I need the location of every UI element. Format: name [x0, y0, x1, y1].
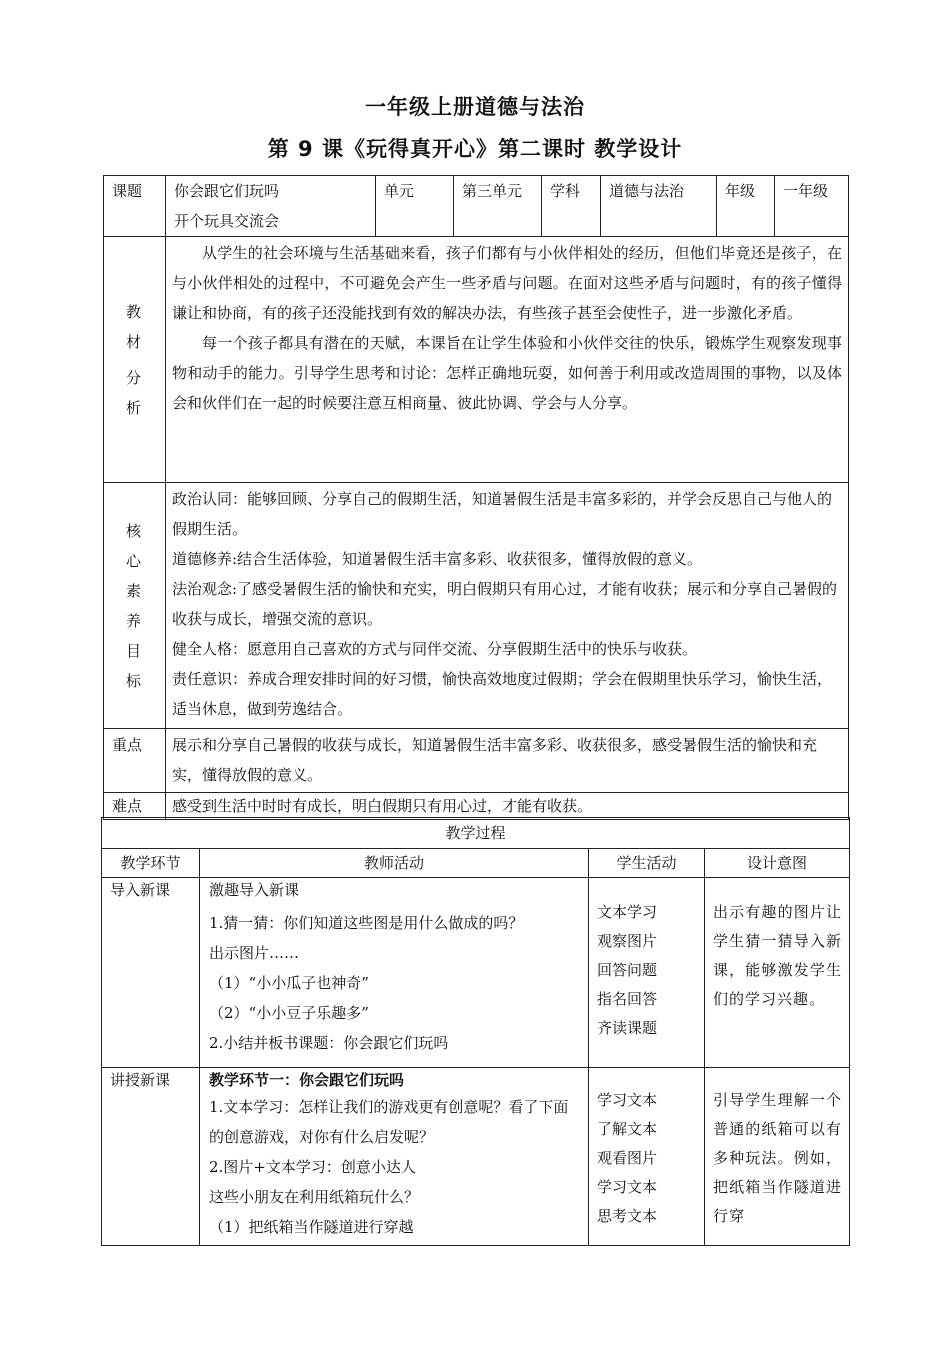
teacher-activity-intro — [200, 878, 589, 1068]
core-item: 责任意识：养成合理安排时间的好习惯，愉快高效地度过假期；学会在假期里快乐学习，愉快生活，适当休息，做到劳逸结合。 — [172, 670, 833, 718]
teacher-line: 出示图片…… — [209, 944, 300, 962]
key-point-content — [166, 729, 849, 793]
analysis-label — [104, 237, 166, 483]
topic-value-line2: 开个玩具交流会 — [174, 212, 280, 230]
core-item: 政治认同：能够回顾、分享自己的假期生活，知道暑假生活是丰富多彩的，并学会反思自己与他人的假期生活。 — [172, 490, 833, 538]
key-point-text: 展示和分享自己暑假的收获与成长，知道暑假生活丰富多彩、收获很多，感受暑假生活的愉快和充实，懂得放假的意义。 — [172, 736, 818, 784]
core-label-line3: 目 标 — [125, 641, 153, 690]
teacher-line: 激趣导入新课 — [209, 881, 300, 899]
student-line: 回答问题 — [597, 961, 658, 979]
student-line: 了解文本 — [597, 1120, 658, 1138]
student-line: 学习文本 — [597, 1091, 658, 1109]
core-label-line2: 素 养 — [125, 581, 153, 630]
core-content — [166, 483, 849, 729]
analysis-paragraph-1: 从学生的社会环境与生活基础来看，孩子们都有与小伙伴相处的经历，但他们毕竟还是孩子，在与小伙伴相处的过程中，不可避免会产生一些矛盾与问题。在面对这些矛盾与问题时，有的孩子懂得谦让和协商，有的孩子还没能找到有效的解决办法，有些孩子甚至会使性子，进一步激化矛盾。 — [172, 244, 842, 322]
difficulty-label: 难点 — [104, 793, 166, 820]
teacher-bold-line — [209, 1068, 582, 1092]
unit-value: 第三单元 — [454, 176, 542, 237]
core-item: 法治观念:了感受暑假生活的愉快和充实，明白假期只有用心过，才能有收获；展示和分享自己暑假的收获与成长，增强交流的意识。 — [172, 580, 838, 628]
analysis-label-line2: 分 析 — [125, 368, 153, 417]
student-activity-intro — [589, 878, 705, 1068]
stage-new-lesson: 讲授新课 — [102, 1068, 200, 1246]
design-intent-intro — [705, 878, 850, 1068]
topic-value — [166, 176, 376, 237]
teacher-line: （2）“小小豆子乐趣多” — [209, 1004, 369, 1022]
core-item: 健全人格：愿意用自己喜欢的方式与同伴交流、分享假期生活中的快乐与收获。 — [172, 640, 698, 658]
student-line: 文本学习 — [597, 903, 658, 921]
teacher-line: 2.图片+文本学习：创意小达人 — [209, 1158, 416, 1176]
topic-label: 课题 — [104, 176, 166, 237]
analysis-paragraph-2: 每一个孩子都具有潜在的天赋，本课旨在让学生体验和小伙伴交往的快乐，锻炼学生观察发现事物和动手的能力。引导学生思考和讨论：怎样正确地玩耍，如何善于利用或改造周围的事物，以及体会和伙伴们在一起的时候要注意互相商量、彼此协调、学会与人分享。 — [172, 334, 842, 412]
teacher-line: 1.猜一猜：你们知道这些图是用什么做成的吗？ — [209, 914, 524, 932]
page-subtitle: 第 9 课《玩得真开心》第二课时 教学设计 — [267, 137, 683, 161]
design-intent-new — [705, 1068, 850, 1246]
subject-label: 学科 — [542, 176, 601, 237]
student-line: 学习文本 — [597, 1178, 658, 1196]
student-line: 观看图片 — [597, 1149, 658, 1167]
difficulty-text: 感受到生活中时时有成长，明白假期只有用心过，才能有收获。 — [172, 797, 593, 815]
teacher-line: （1）把纸箱当作隧道进行穿越 — [209, 1218, 414, 1236]
teacher-line: 1.文本学习：怎样让我们的游戏更有创意呢？看了下面的创意游戏，对你有什么启发呢？ — [209, 1098, 569, 1146]
topic-value-line1: 你会跟它们玩吗 — [174, 182, 280, 200]
core-item: 道德修养:结合生活体验，知道暑假生活丰富多彩、收获很多，懂得放假的意义。 — [172, 550, 703, 568]
teacher-line: 这些小朋友在利用纸箱玩什么？ — [209, 1188, 420, 1206]
intent-text: 引导学生理解一个普通的纸箱可以有多种玩法。例如，把纸箱当作隧道进行穿 — [713, 1091, 843, 1225]
subject-value: 道德与法治 — [601, 176, 717, 237]
student-line: 思考文本 — [597, 1207, 658, 1225]
grade-label: 年级 — [717, 176, 775, 237]
core-label-line1: 核 心 — [125, 521, 153, 570]
teaching-process-table — [101, 817, 850, 1246]
intent-text: 出示有趣的图片让学生猜一猜导入新课，能够激发学生们的学习兴趣。 — [713, 903, 843, 1008]
student-line: 指名回答 — [597, 990, 658, 1008]
difficulty-content — [166, 793, 849, 820]
section-heading: 教学环节一：你会跟它们玩吗 — [209, 1071, 405, 1089]
teacher-activity-new — [200, 1068, 589, 1246]
header-stage: 教学环节 — [102, 849, 200, 878]
page-title: 一年级上册道德与法治 — [365, 95, 585, 119]
student-line: 齐读课题 — [597, 1019, 658, 1037]
lesson-info-table — [103, 175, 849, 820]
student-activity-new — [589, 1068, 705, 1246]
unit-label: 单元 — [376, 176, 454, 237]
analysis-content — [166, 237, 849, 483]
grade-value: 一年级 — [775, 176, 849, 237]
analysis-label-line1: 教 材 — [125, 302, 153, 351]
core-label — [104, 483, 166, 729]
header-intent: 设计意图 — [705, 849, 850, 878]
process-title: 教学过程 — [102, 818, 850, 849]
student-line: 观察图片 — [597, 932, 658, 950]
teacher-line: 2.小结并板书课题：你会跟它们玩吗 — [209, 1034, 449, 1052]
header-teacher: 教师活动 — [200, 849, 589, 878]
header-student: 学生活动 — [589, 849, 705, 878]
teacher-line: （1）“小小瓜子也神奇” — [209, 974, 369, 992]
key-point-label: 重点 — [104, 729, 166, 793]
stage-intro: 导入新课 — [102, 878, 200, 1068]
